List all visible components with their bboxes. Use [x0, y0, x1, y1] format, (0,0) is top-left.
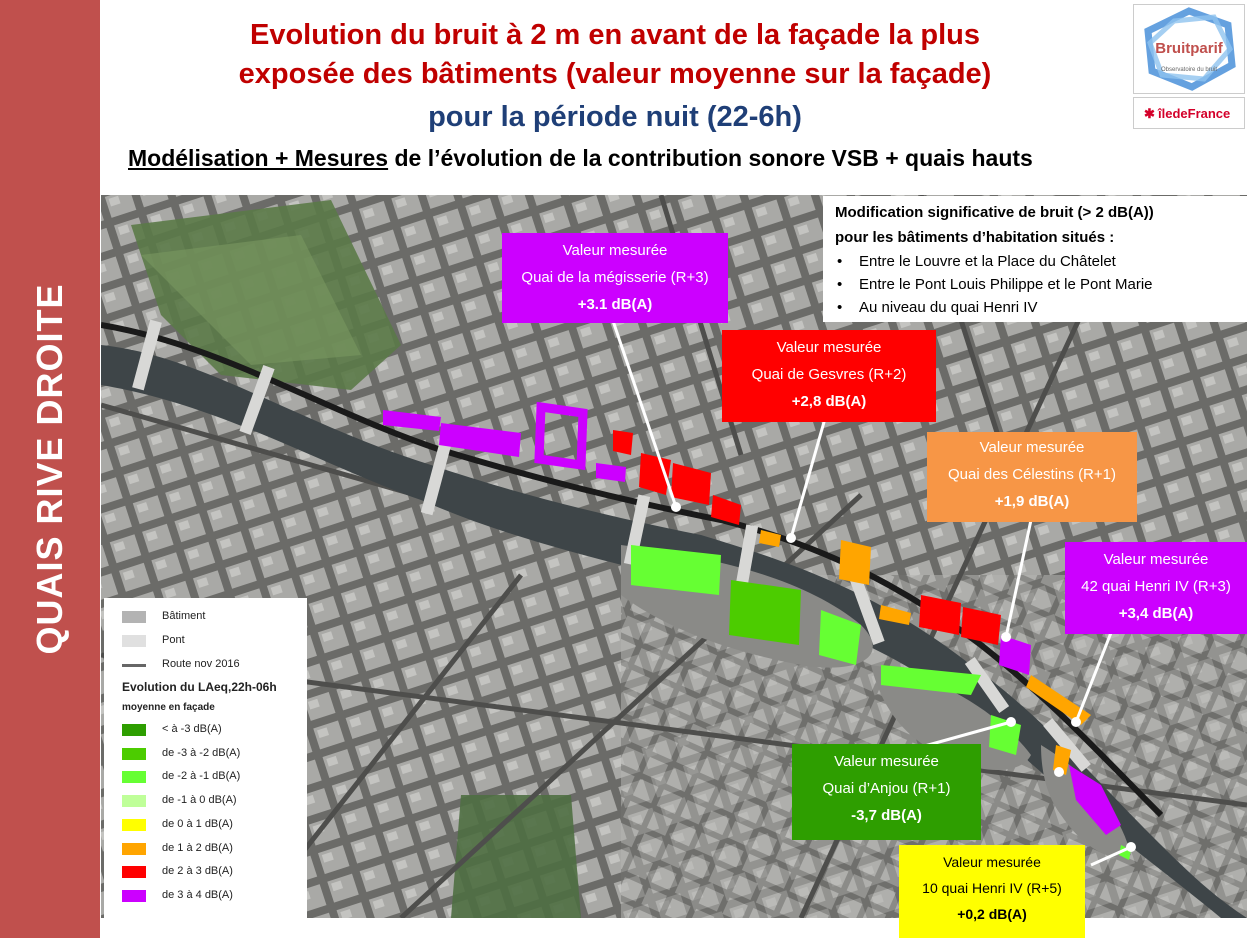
legend-swatch-pont: [122, 635, 146, 647]
info-item: • Entre le Pont Louis Philippe et le Pont Marie: [837, 276, 1153, 293]
legend-label-batiment: Bâtiment: [162, 610, 206, 622]
bruitparif-logo: [1133, 4, 1245, 94]
map-legend: [104, 598, 307, 918]
measure-location: Quai d’Anjou (R+1): [822, 780, 951, 797]
legend-label-pont: Pont: [162, 634, 185, 646]
info-heading-2: pour les bâtiments d’habitation situés :: [835, 229, 1115, 246]
measure-value: +3,4 dB(A): [1118, 605, 1194, 622]
page-subtitle: [128, 145, 1033, 172]
legend-class-label: de 3 à 4 dB(A): [162, 888, 233, 901]
legend-class-swatch: [122, 795, 146, 807]
measure-box-megisserie: [502, 233, 728, 323]
idf-logo: [1133, 97, 1245, 129]
info-item: • Au niveau du quai Henri IV: [837, 299, 1038, 316]
info-heading-1: Modification significative de bruit (> 2 dB(A)): [835, 204, 1154, 221]
measure-title: Valeur mesurée: [943, 854, 1041, 870]
measure-title: Valeur mesurée: [1103, 551, 1209, 568]
legend-swatch-route: [122, 664, 146, 667]
page-title-line-2: exposée des bâtiments (valeur moyenne sur la façade): [238, 58, 992, 90]
legend-class-swatch: [122, 890, 146, 902]
info-item-text: Entre le Louvre et la Place du Châtelet: [859, 253, 1116, 270]
legend-class-swatch: [122, 843, 146, 855]
info-item-text: Au niveau du quai Henri IV: [859, 299, 1038, 316]
measure-location: Quai de Gesvres (R+2): [751, 366, 907, 383]
legend-class-swatch: [122, 771, 146, 783]
legend-label-route: Route nov 2016: [162, 658, 240, 670]
idf-logo-text: îledeFrance: [1158, 106, 1231, 121]
bruitparif-logo-text: Bruitparif: [1155, 40, 1223, 57]
measure-box-henri-iv-10: [899, 845, 1085, 938]
svg-text:✱: ✱: [1144, 106, 1155, 121]
legend-class-label: de -3 à -2 dB(A): [162, 746, 241, 759]
measure-box-gesvres: [722, 330, 936, 422]
legend-class-label: de 1 à 2 dB(A): [162, 841, 233, 854]
measure-value: +1,9 dB(A): [994, 493, 1070, 510]
legend-title: Evolution du LAeq,22h-06h: [122, 680, 277, 694]
measure-title: Valeur mesurée: [776, 339, 882, 356]
subtitle-underlined: Modélisation + Mesures: [128, 145, 389, 171]
subtitle-rest: de l’évolution de la contribution sonore VSB + quais hauts: [388, 145, 1033, 171]
legend-class-label: < à -3 dB(A): [162, 723, 222, 735]
measure-value: +2,8 dB(A): [791, 393, 867, 410]
legend-swatch-batiment: [122, 611, 146, 623]
legend-class-label: de 2 à 3 dB(A): [162, 865, 233, 878]
measure-location: Quai de la mégisserie (R+3): [521, 269, 709, 286]
info-item: • Entre le Louvre et la Place du Châtelet: [837, 253, 1116, 270]
measure-value: +0,2 dB(A): [957, 906, 1027, 922]
measure-box-celestins: [927, 432, 1137, 522]
measure-box-henri-iv-42: [1065, 542, 1247, 634]
measure-title: Valeur mesurée: [562, 242, 668, 259]
page-title-line-3: pour la période nuit (22-6h): [428, 101, 802, 133]
legend-subtitle: moyenne en façade: [122, 702, 215, 713]
legend-class-swatch: [122, 748, 146, 760]
measure-value: -3,7 dB(A): [851, 807, 922, 824]
legend-class-label: de -2 à -1 dB(A): [162, 770, 241, 783]
sidebar-band: [0, 0, 100, 938]
legend-class-swatch: [122, 819, 146, 831]
measure-location: 42 quai Henri IV (R+3): [1081, 578, 1231, 595]
measure-title: Valeur mesurée: [979, 439, 1085, 456]
legend-class-label: de 0 à 1 dB(A): [162, 817, 233, 830]
info-box: [823, 196, 1247, 322]
measure-title: Valeur mesurée: [834, 753, 939, 770]
page-title-line-1: Evolution du bruit à 2 m en avant de la façade la plus: [250, 19, 980, 51]
info-item-text: Entre le Pont Louis Philippe et le Pont Marie: [859, 276, 1153, 293]
measure-box-anjou: [792, 744, 981, 840]
legend-class-label: de -1 à 0 dB(A): [162, 794, 237, 807]
measure-value: +3.1 dB(A): [577, 296, 653, 313]
legend-class-swatch: [122, 866, 146, 878]
measure-location: Quai des Célestins (R+1): [948, 466, 1116, 483]
bruitparif-logo-tagline: Observatoire du bruit: [1160, 67, 1218, 73]
measure-location: 10 quai Henri IV (R+5): [922, 880, 1062, 896]
sidebar-title: QUAIS RIVE DROITE: [29, 283, 70, 655]
legend-class-swatch: [122, 724, 146, 736]
